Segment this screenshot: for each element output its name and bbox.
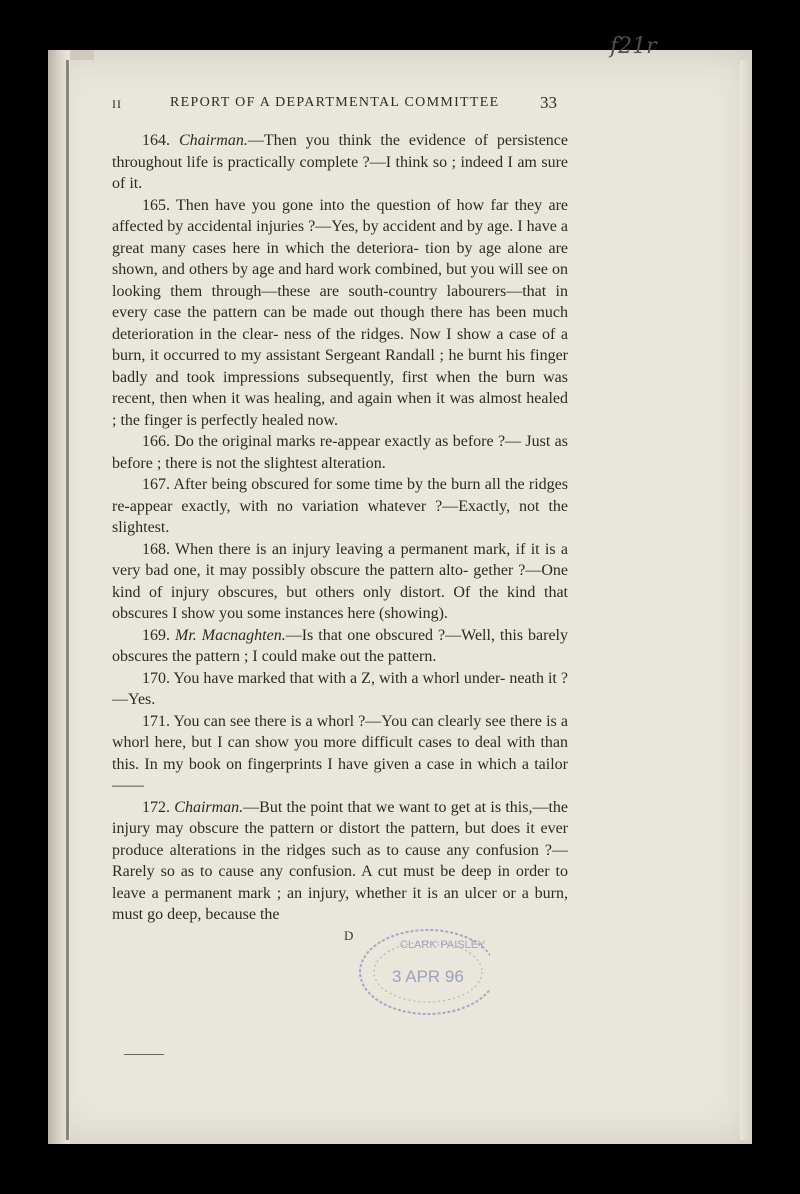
- paragraph-number: 172.: [142, 798, 170, 816]
- binding-edge: [66, 60, 69, 1140]
- paragraph-164: [112, 130, 568, 195]
- speaker-name: Chairman.: [174, 798, 244, 816]
- stamp-date: 3 APR 96: [392, 967, 464, 986]
- chapter-numeral: II: [112, 97, 122, 111]
- paragraph-166: [112, 431, 568, 474]
- footer-rule: [124, 1054, 164, 1055]
- paragraph-171: [112, 711, 568, 797]
- paragraph-text: Then have you gone into the question of how far they are affected by accidental injuries ?—Yes, by accident and by age. I have a great many cases here in which the deteriora- tion by age alone are shown, and others by age and hard work combined, but you will see on looking them through—these are south-country labourers—that in every case the pattern can be made out though there has been much deterioration in the clear- ness of the ridges. Now I show a case of a burn, it occurred to my assistant Sergeant Randall ; he burnt his finger badly and took impressions subsequently, first when the burn was recent, then when it was healing, and again when it was almost healed ; the finger is perfectly healed now.: [112, 196, 568, 429]
- paragraph-text: —But the point that we want to get at is this,—the injury may obscure the pattern or distort the pattern, but does it ever produce alterations in the ridges such as to cause any confusion ?—Rarely so as to cause any confusion. A cut must be deep in order to leave a permanent mark ; an injury, whether it is an ulcer or a burn, must go deep, because the: [112, 798, 568, 923]
- paragraph-number: 164.: [142, 132, 170, 149]
- running-title: REPORT OF A DEPARTMENTAL COMMITTEE: [170, 95, 500, 110]
- folio-annotation: f21r: [610, 34, 657, 59]
- paragraph-167: [112, 474, 568, 539]
- paragraph-text: —Then you think the evidence of persistence throughout life is practically complete ?—I think so ; indeed I am sure of it.: [112, 132, 568, 192]
- paragraph-168: [112, 539, 568, 625]
- paragraph-text: After being obscured for some time by the burn all the ridges re-appear exactly, with no variation whatever ?—Exactly, not the slightest.: [112, 476, 568, 536]
- paragraph-172: [112, 797, 568, 926]
- paragraph-number: 171.: [142, 712, 170, 730]
- paragraph-number: 169.: [142, 626, 170, 644]
- paragraph-number: 166.: [142, 433, 170, 450]
- paragraph-text: You can see there is a whorl ?—You can clearly see there is a whorl here, but I can show you more difficult cases to deal with than this. In my book on fingerprints I have given a case in which a tailor——: [112, 712, 568, 794]
- paragraph-text: Do the original marks re-appear exactly as before ?— Just as before ; there is not the slightest alteration.: [112, 433, 568, 472]
- body-text: [112, 130, 568, 926]
- paragraph-170: [112, 668, 568, 711]
- paragraph-169: [112, 625, 568, 668]
- stamp-ring-text: CLARK·PAISLEY: [400, 939, 486, 951]
- paragraph-number: 167.: [142, 476, 170, 493]
- paragraph-text: When there is an injury leaving a permanent mark, if it is a very bad one, it may possibly obscure the pattern alto- gether ?—One kind of injury obscures, but others only distort. Of the kind that obscures I show you some instances here (showing).: [112, 540, 568, 622]
- speaker-name: Mr. Macnaghten.: [174, 626, 286, 644]
- speaker-name: Chairman.: [178, 132, 248, 149]
- page-edge: [740, 60, 752, 1140]
- paragraph-number: 168.: [142, 540, 170, 558]
- paragraph-text: You have marked that with a Z, with a whorl under- neath it ?—Yes.: [112, 669, 568, 708]
- paragraph-number: 165.: [142, 196, 170, 214]
- stamp-graphic: [330, 920, 490, 1020]
- paragraph-number: 170.: [142, 669, 170, 687]
- paragraph-text: —Is that one obscured ?—Well, this barely obscures the pattern ; I could make out the pattern.: [112, 626, 568, 665]
- running-header: [112, 93, 562, 113]
- page-number: 33: [540, 93, 557, 112]
- library-stamp: [330, 920, 490, 1020]
- signature-mark: D: [344, 928, 354, 943]
- paragraph-165: [112, 195, 568, 432]
